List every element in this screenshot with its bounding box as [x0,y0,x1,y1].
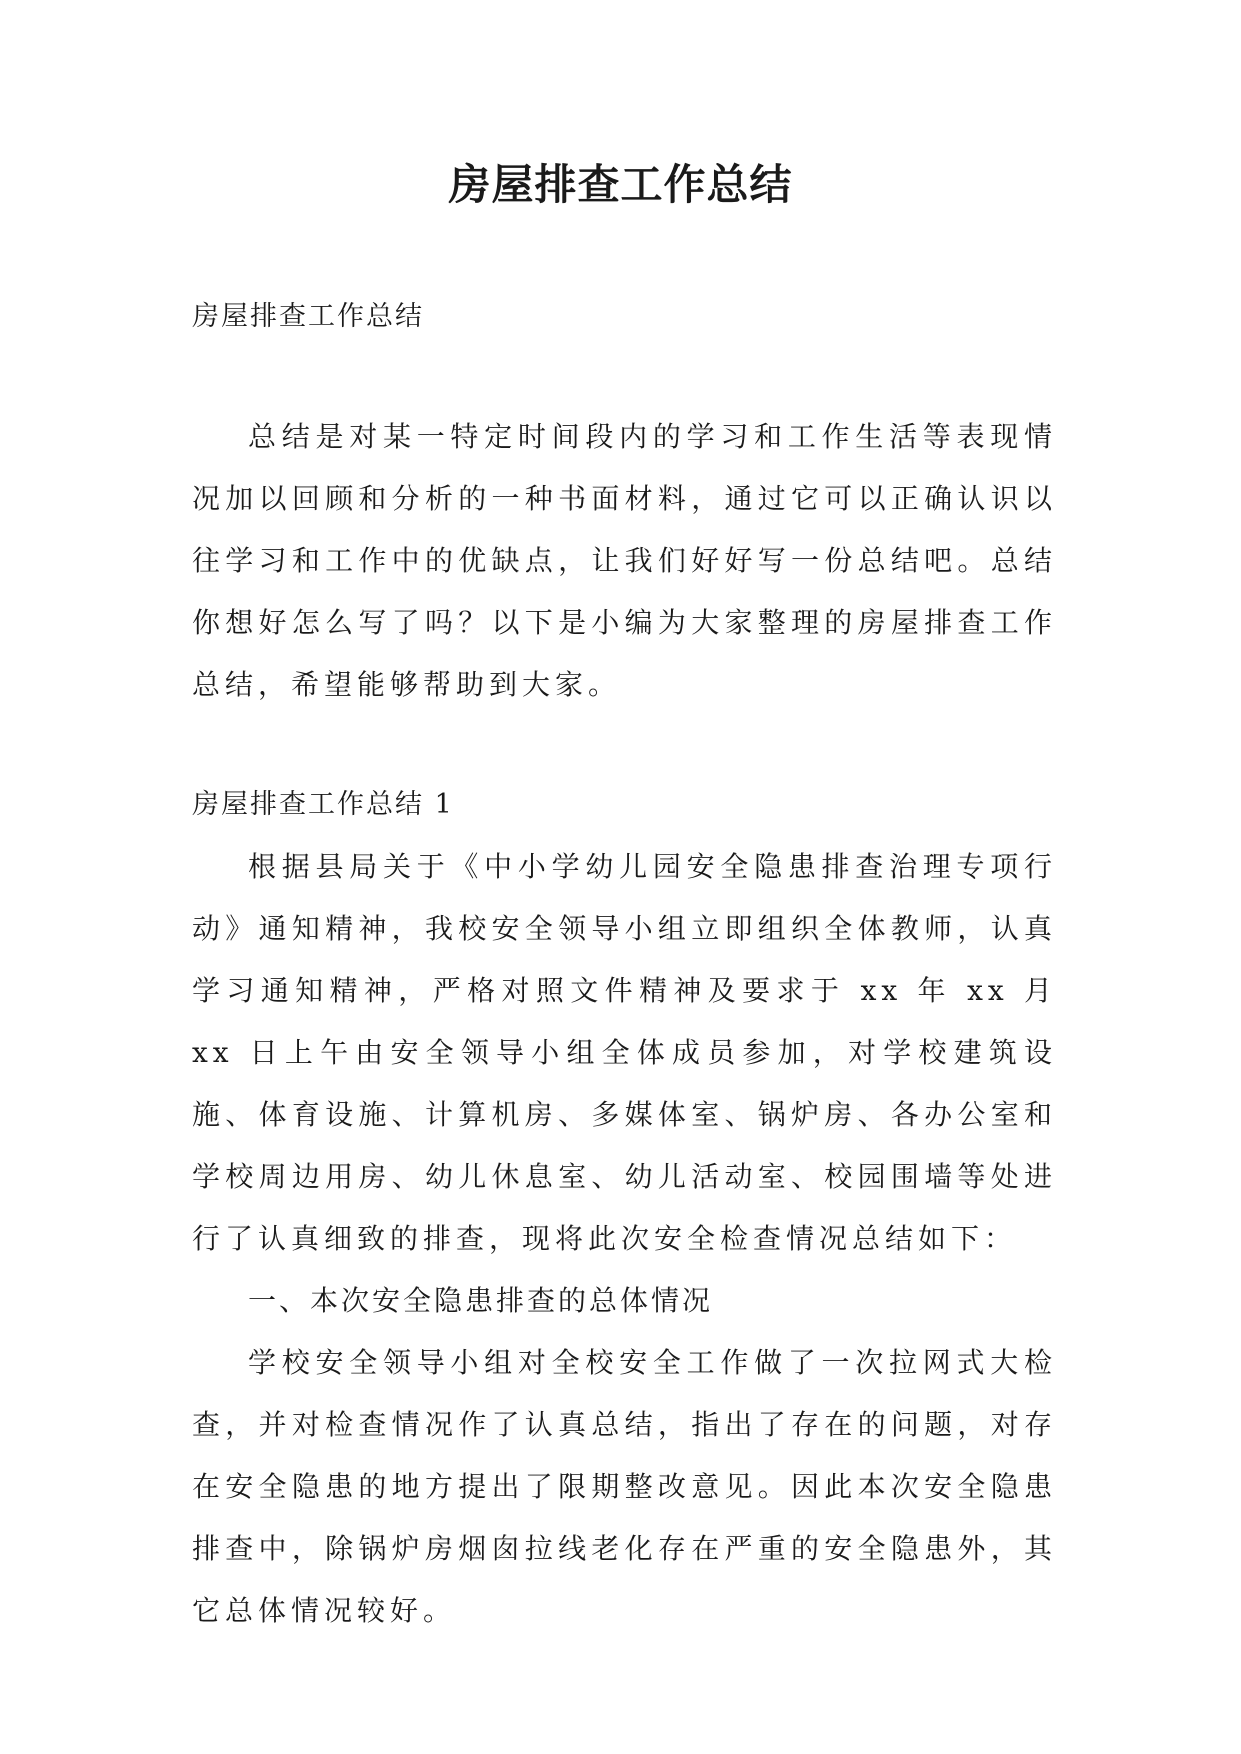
document-body [192,288,1057,1642]
intro-paragraph: 总结是对某一特定时间段内的学习和工作生活等表现情况加以回顾和分析的一种书面材料，通过它可以正确认识以往学习和工作中的优缺点，让我们好好写一份总结吧。总结你想好怎么写了吗？以下是小编为大家整理的房屋排查工作总结，希望能够帮助到大家。 [192,420,1057,701]
section-paragraph-1: 根据县局关于《中小学幼儿园安全隐患排查治理专项行动》通知精神，我校安全领导小组立即组织全体教师，认真学习通知精神，严格对照文件精神及要求于 xx 年 xx 月 xx 日上午由安全领导小组全体成员参加，对学校建筑设施、体育设施、计算机房、多媒体室、锅炉房、各办公室和学校周边用房、幼儿休息室、幼儿活动室、校园围墙等处进行了认真细致的排查，现将此次安全检查情况总结如下： [192,850,1057,1255]
document-title: 房屋排查工作总结 [448,160,793,209]
section-paragraph-2: 学校安全领导小组对全校安全工作做了一次拉网式大检查，并对检查情况作了认真总结，指出了存在的问题，对存在安全隐患的地方提出了限期整改意见。因此本次安全隐患排查中，除锅炉房烟囱拉线老化存在严重的安全隐患外，其它总体情况较好。 [192,1346,1057,1627]
document-subtitle: 房屋排查工作总结 [192,301,424,332]
spacer [192,346,1057,406]
section-heading-1: 一、本次安全隐患排查的总体情况 [248,1284,714,1317]
section-title: 房屋排查工作总结 1 [192,789,454,820]
spacer [192,716,1057,774]
